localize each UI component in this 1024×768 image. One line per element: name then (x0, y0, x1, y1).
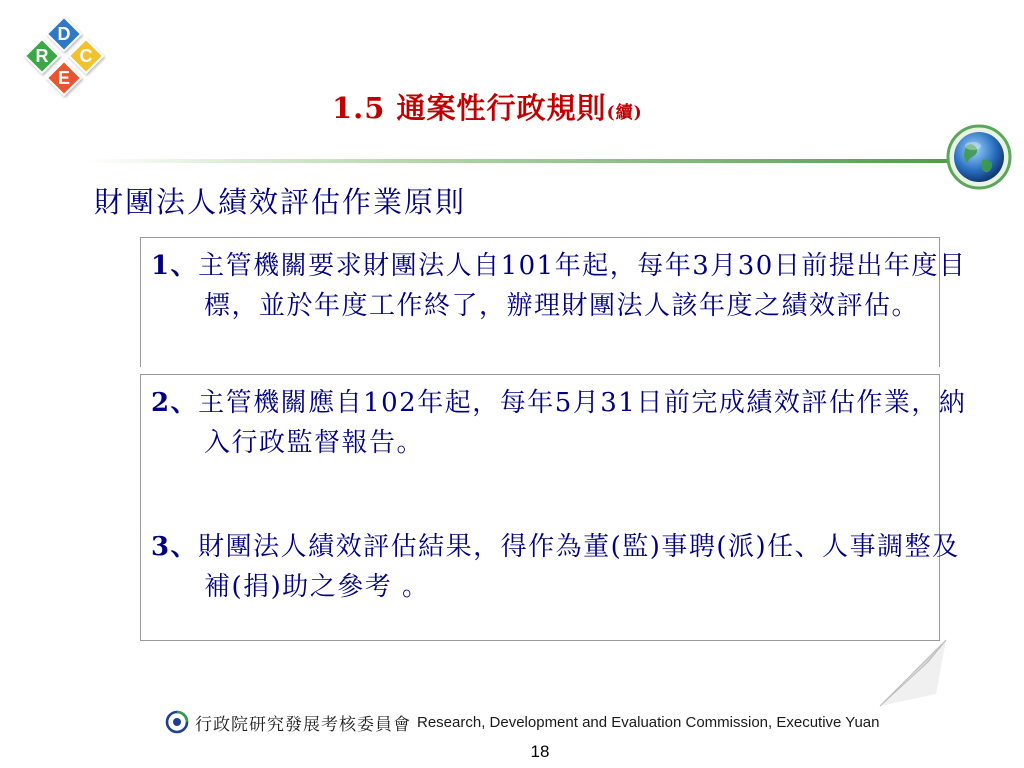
footer-org-chinese: 行政院研究發展考核委員會 (195, 714, 411, 735)
logo-letter-c: C (79, 46, 93, 66)
footer-org-english: Research, Development and Evaluation Commission, Executive Yuan (417, 713, 880, 731)
item-2-text: 主管機關應自102年起，每年5月31日前完成績效評估作業，納入行政監督報告。 (198, 388, 967, 458)
item-3-text: 財團法人績效評估結果，得作為董(監)事聘(派)任、人事調整及補(捐)助之參考 。 (198, 532, 960, 602)
globe-icon (946, 124, 1012, 190)
header-divider (84, 158, 964, 164)
section-subtitle: 財團法人績效評估作業原則 (94, 185, 467, 219)
slide-title (332, 86, 643, 127)
logo-letter-d: D (57, 24, 71, 44)
item-1-number: 1、 (151, 251, 199, 281)
item-1-text: 主管機關要求財團法人自101年起，每年3月30日前提出年度目標，並於年度工作終了，辦理財團法人該年度之績效評估。 (198, 251, 967, 321)
item-3 (151, 527, 979, 607)
footer (165, 708, 879, 736)
rdec-emblem-icon (165, 710, 189, 734)
title-main: 1.5 通案性行政規則 (332, 91, 607, 125)
item-box-1 (140, 237, 967, 367)
title-continued: (續) (606, 103, 643, 123)
item-box-2 (140, 374, 967, 496)
page-number: 18 (530, 742, 550, 761)
item-box-3 (140, 495, 960, 641)
item-2-number: 2、 (151, 388, 199, 418)
logo-letter-r: R (35, 46, 49, 66)
item-1 (151, 246, 979, 326)
rdec-logo (14, 14, 110, 110)
page-curl-decoration (872, 636, 952, 712)
item-2 (151, 383, 979, 463)
item-3-number: 3、 (151, 532, 199, 562)
logo-letter-e: E (57, 68, 71, 88)
